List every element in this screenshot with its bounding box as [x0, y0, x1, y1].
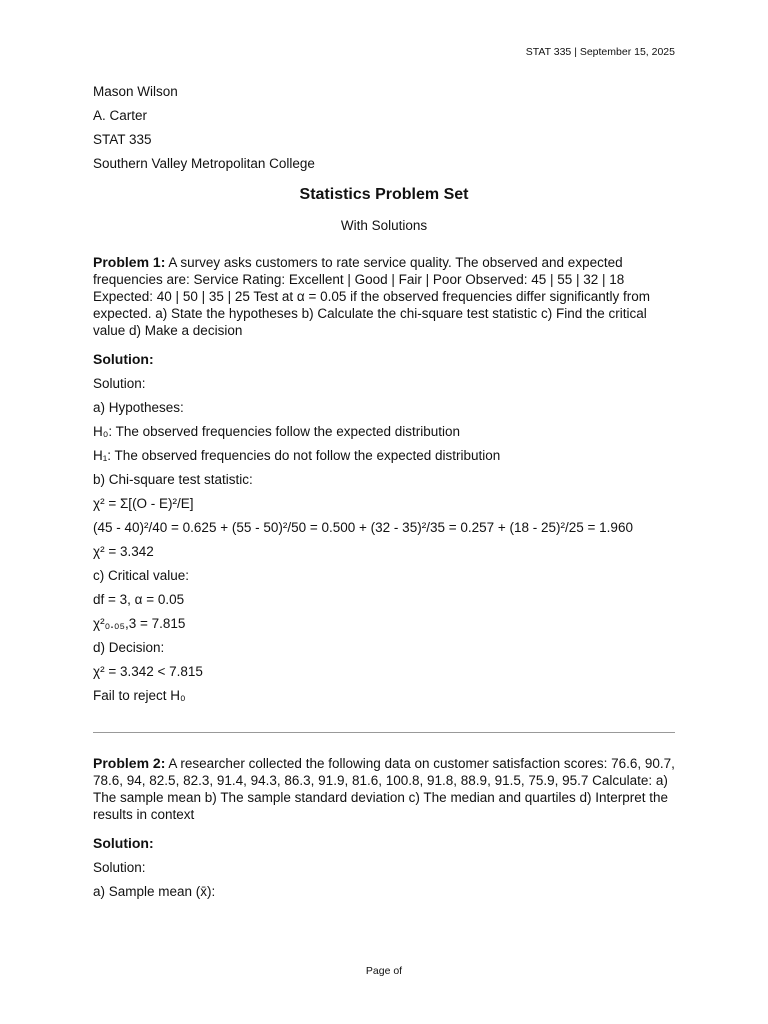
solution-line: H₀: The observed frequencies follow the expected distribution	[93, 424, 461, 439]
institution-name: Southern Valley Metropolitan College	[93, 156, 315, 171]
problem-2-text: A researcher collected the following data on customer satisfaction scores: 76.6, 90.7, 78.6, 94, 82.5, 82.3, 91.4, 94.3, 86.3, 91.9, 81.6, 100.8, 91.8, 88.9, 91.5, 75.9, 95.7 Calculate: a) The sample mean b) The sample standard deviation c) The median and quartiles d) Interpret the results in context	[93, 756, 675, 822]
document-subtitle: With Solutions	[340, 218, 428, 233]
problem-1-label: Problem 1:	[93, 254, 166, 270]
problem-1-statement	[93, 254, 675, 339]
problem-1-text: A survey asks customers to rate service quality. The observed and expected frequencies are: Service Rating: Excellent | Good | Fair | Poor Observed: 45 | 55 | 32 | 18 Expected: 40 | 50 | 35 | 25 Test at α = 0.05 if the observed frequencies differ significantly from expected. a) State the hypotheses b) Calculate the chi-square test statistic c) Find the critical value d) Make a decision	[93, 255, 651, 338]
instructor-name: A. Carter	[93, 108, 148, 123]
solution-line: Solution:	[93, 376, 146, 391]
problem-1-solution	[93, 376, 675, 704]
section-divider	[93, 732, 675, 733]
solution-line: b) Chi-square test statistic:	[93, 472, 253, 487]
document-body	[93, 84, 675, 908]
solution-line: df = 3, α = 0.05	[93, 592, 185, 607]
solution-line: (45 - 40)²/40 = 0.625 + (55 - 50)²/50 = 0.500 + (32 - 35)²/35 = 0.257 + (18 - 25)²/25 = 1.960	[93, 520, 633, 535]
solution-line: Solution:	[93, 860, 146, 875]
student-name: Mason Wilson	[93, 84, 178, 99]
solution-line: c) Critical value:	[93, 568, 190, 583]
problem-2-label: Problem 2:	[93, 755, 166, 771]
page-header: STAT 335 | September 15, 2025	[525, 46, 675, 58]
solution-line: H₁: The observed frequencies do not follow the expected distribution	[93, 448, 501, 463]
course-code: STAT 335	[93, 132, 152, 147]
solution-line: a) Hypotheses:	[93, 400, 184, 415]
solution-line: Fail to reject H₀	[93, 688, 186, 703]
document-title: Statistics Problem Set	[299, 186, 469, 203]
problem-1-solution-heading: Solution:	[93, 351, 154, 367]
problem-2-statement	[93, 755, 675, 823]
solution-line: χ² = 3.342	[93, 544, 154, 559]
problem-2-solution	[93, 860, 675, 900]
solution-line: χ² = 3.342 < 7.815	[93, 664, 203, 679]
solution-line: d) Decision:	[93, 640, 165, 655]
page-footer: Page of	[365, 965, 403, 977]
problem-2-solution-heading: Solution:	[93, 835, 154, 851]
solution-line: χ²₀.₀₅,3 = 7.815	[93, 616, 186, 631]
solution-line: a) Sample mean (x̄):	[93, 884, 216, 899]
solution-line: χ² = Σ[(O - E)²/E]	[93, 496, 194, 511]
